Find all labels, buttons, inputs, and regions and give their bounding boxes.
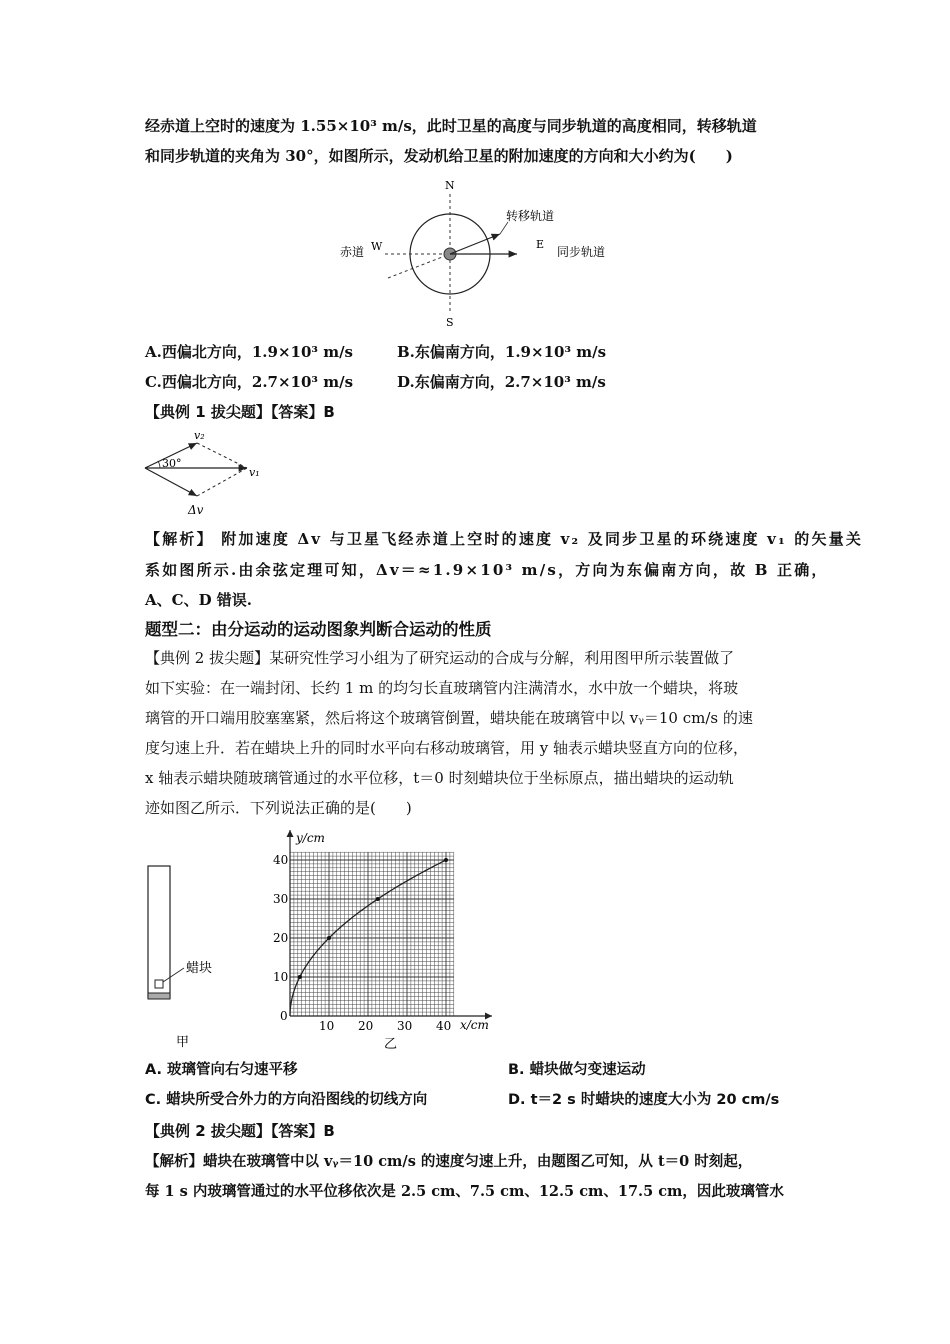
- option-c: C.西偏北方向，2.7×10³ m/s: [145, 373, 354, 391]
- trajectory-graph: [262, 822, 502, 1054]
- trajectory-point: [444, 858, 448, 862]
- figure-caption-jia: 甲: [176, 1035, 190, 1050]
- v2-label: v₂: [194, 429, 205, 442]
- q1-answer: 【典例 1 拔尖题】【答案】B: [145, 403, 335, 421]
- option-a: A.西偏北方向，1.9×10³ m/s: [145, 343, 353, 361]
- dv-arrow: [145, 468, 197, 496]
- q1-analysis-line: 系如图所示.由余弦定理可知，Δv＝≈1.9×10³ m/s，方向为东偏南方向，故 B 正确，: [145, 561, 829, 579]
- q2-stem-line: x 轴表示蜡块随玻璃管通过的水平位移，t＝0 时刻蜡块位于坐标原点，描出蜡块的运动轨: [145, 769, 734, 787]
- q2-analysis-line: 每 1 s 内玻璃管通过的水平位移依次是 2.5 cm、7.5 cm、12.5 cm、17.5 cm，因此玻璃管水: [145, 1183, 784, 1200]
- option-c: C. 蜡块所受合外力的方向沿图线的切线方向: [145, 1092, 428, 1108]
- q2-stem-line: 如下实验：在一端封闭、长约 1 m 的均匀长直玻璃管内注满清水，水中放一个蜡块，将玻: [145, 679, 739, 697]
- section-title: 题型二：由分运动的运动图象判断合运动的性质: [145, 620, 492, 639]
- q2-stem-line: 【典例 2 拔尖题】某研究性学习小组为了研究运动的合成与分解，利用图甲所示装置做了: [145, 649, 735, 667]
- transfer-velocity-arrow: [450, 234, 500, 254]
- y-tick-30: 30: [273, 892, 289, 906]
- trajectory-point: [376, 897, 380, 901]
- option-a: A. 玻璃管向右匀速平移: [145, 1062, 298, 1078]
- option-b: B.东偏南方向，1.9×10³ m/s: [397, 343, 607, 361]
- y-tick-20: 20: [273, 931, 289, 945]
- east-label: E: [536, 238, 545, 251]
- wax-block: [155, 980, 163, 988]
- v1-label: v₁: [249, 466, 260, 479]
- q1-stem-line: 和同步轨道的夹角为 30°，如图所示，发动机给卫星的附加速度的方向和大小约为( ): [145, 147, 733, 165]
- q2-stem-line: 璃管的开口端用胶塞塞紧，然后将这个玻璃管倒置，蜡块能在玻璃管中以 vᵧ＝10 cm/s 的速: [145, 709, 753, 727]
- parallelogram-edge: [197, 443, 247, 468]
- y-axis-label: y/cm: [296, 831, 325, 845]
- y-tick-0: 0: [280, 1009, 288, 1023]
- tube-figure: [140, 862, 230, 1050]
- west-label: W: [371, 240, 383, 253]
- q2-stem-line: 度匀速上升．若在蜡块上升的同时水平向右移动玻璃管，用 y 轴表示蜡块竖直方向的位移，: [145, 739, 749, 757]
- x-axis-label: x/cm: [460, 1018, 489, 1032]
- x-tick-30: 30: [397, 1019, 413, 1033]
- q1-stem-line: 经赤道上空时的速度为 1.55×10³ m/s，此时卫星的高度与同步轨道的高度相同，转移轨道: [145, 117, 757, 135]
- block-label: 蜡块: [186, 961, 213, 976]
- sync-orbit-label: 同步轨道: [557, 245, 606, 259]
- option-d: D. t＝2 s 时蜡块的速度大小为 20 cm/s: [508, 1092, 780, 1108]
- y-tick-40: 40: [273, 853, 289, 867]
- glass-tube: [148, 866, 170, 998]
- y-tick-10: 10: [273, 970, 289, 984]
- rubber-stopper: [148, 993, 170, 999]
- orbit-figure: [330, 176, 620, 332]
- transfer-orbit-label: 转移轨道: [506, 209, 555, 223]
- vector-figure: [140, 428, 275, 520]
- x-tick-10: 10: [319, 1019, 335, 1033]
- north-label: N: [445, 179, 455, 192]
- q1-analysis-line: A、C、D 错误.: [145, 591, 253, 609]
- angle-arc: [158, 461, 160, 468]
- q2-stem-line: 迹如图乙所示．下列说法正确的是( ): [145, 799, 412, 817]
- q2-answer: 【典例 2 拔尖题】【答案】B: [145, 1122, 335, 1140]
- x-tick-40: 40: [436, 1019, 452, 1033]
- figure-caption-yi: 乙: [384, 1037, 398, 1052]
- trajectory-point: [327, 936, 331, 940]
- transfer-label-leader: [500, 222, 508, 234]
- q2-analysis-line: 【解析】蜡块在玻璃管中以 vᵧ＝10 cm/s 的速度匀速上升，由题图乙可知，从 t＝0 时刻起，: [145, 1153, 753, 1170]
- transfer-orbit-dash: [388, 254, 450, 278]
- parallelogram-edge: [197, 468, 247, 496]
- graph-grid: [290, 852, 454, 1016]
- south-label: S: [446, 316, 454, 329]
- option-d: D.东偏南方向，2.7×10³ m/s: [397, 373, 606, 391]
- q1-analysis-line: 【解析】 附加速度 Δv 与卫星飞经赤道上空时的速度 v₂ 及同步卫星的环绕速度 v₁ 的矢量关: [145, 530, 864, 548]
- option-b: B. 蜡块做匀变速运动: [508, 1062, 646, 1078]
- x-tick-20: 20: [358, 1019, 374, 1033]
- angle-label: 30°: [162, 457, 182, 470]
- equator-label: 赤道: [340, 245, 365, 259]
- dv-label: Δv: [188, 503, 204, 517]
- trajectory-point: [298, 975, 302, 979]
